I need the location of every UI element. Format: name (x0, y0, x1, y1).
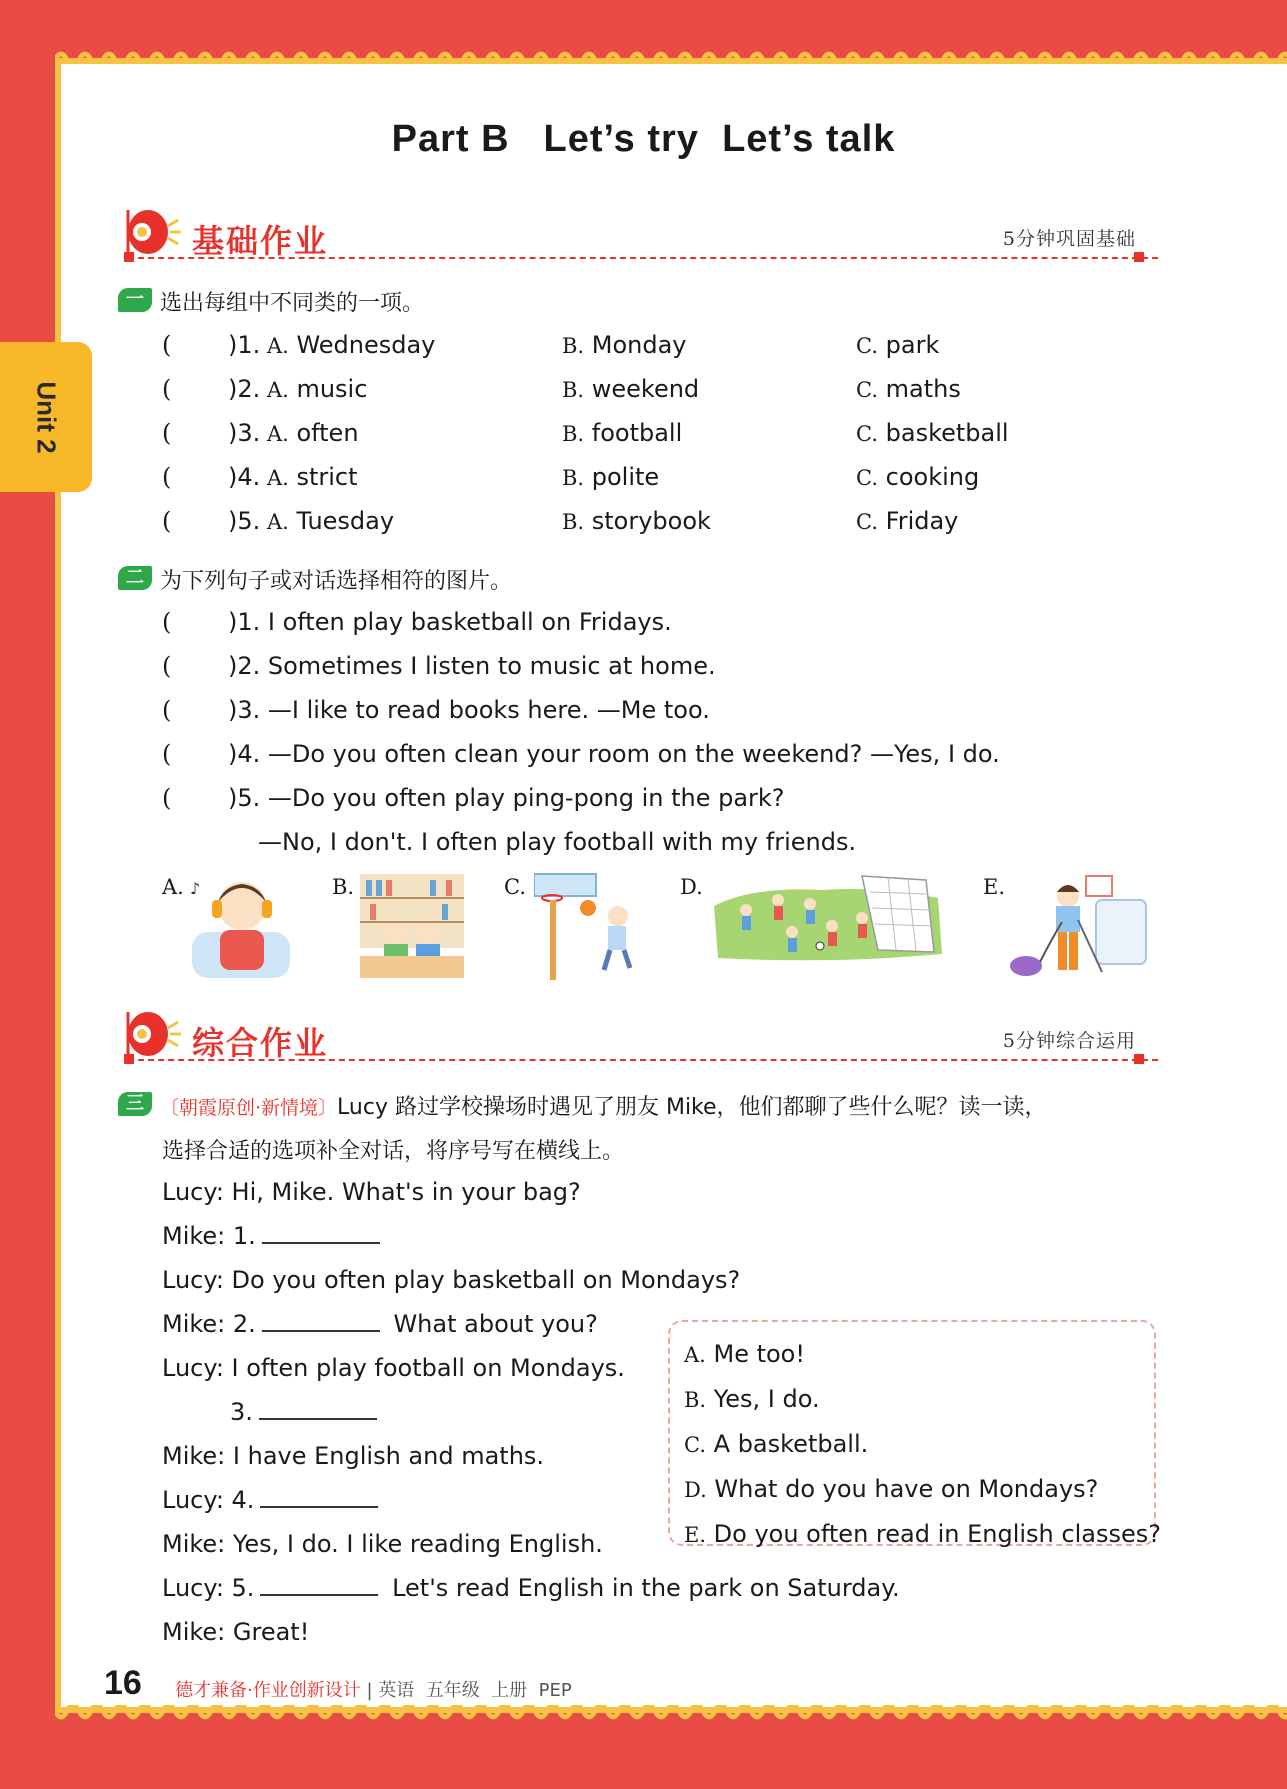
picture-label-a: A. (162, 875, 184, 899)
dialogue-line: 3. (230, 1394, 383, 1430)
answer-blank-4[interactable] (260, 1484, 378, 1508)
unit-side-tab[interactable] (0, 342, 92, 492)
q2-row: ( )2. Sometimes I listen to music at home. (162, 652, 716, 680)
option-c: park (885, 331, 940, 359)
question-1-instruction: 选出每组中不同类的一项。 (160, 291, 425, 316)
option-a: Tuesday (296, 507, 395, 535)
divider-square-left (124, 252, 134, 262)
option-a: often (296, 419, 359, 447)
choice-item: B. Yes, I do. (684, 1385, 820, 1413)
question-2-header (118, 564, 512, 595)
picture-b-library-reading (356, 872, 468, 980)
q2-row: ( )1. I often play basketball on Fridays. (162, 608, 672, 636)
dialogue-line: Mike: I have English and maths. (162, 1442, 545, 1470)
picture-label-c: C. (504, 875, 526, 899)
picture-d-football-field (712, 872, 944, 968)
option-b: Monday (591, 331, 687, 359)
divider-square-right (1134, 252, 1144, 262)
answer-blank-3[interactable] (259, 1396, 377, 1420)
choice-item: E. Do you often read in English classes? (684, 1520, 1161, 1548)
picture-label-d: D. (680, 875, 703, 899)
section-divider (128, 1059, 1158, 1061)
dialogue-line: Mike: Yes, I do. I like reading English. (162, 1530, 603, 1558)
question-1-header (118, 286, 424, 317)
question-3-instruction-line1: Lucy 路过学校操场时遇见了朋友 Mike，他们都聊了些什么呢？读一读， (337, 1095, 1047, 1120)
question-number-badge: 一 (118, 288, 152, 312)
title-part: Part B (391, 118, 510, 160)
dialogue-line: Lucy: I often play football on Mondays. (162, 1354, 625, 1382)
title-lets-talk: Let’s talk (722, 118, 896, 160)
section-time-basic: 5分钟巩固基础 (1002, 228, 1136, 250)
choice-item: A. Me too! (684, 1340, 805, 1368)
answer-blank-5[interactable] (260, 1572, 378, 1596)
option-a: strict (296, 463, 358, 491)
question-number-badge: 二 (118, 566, 152, 590)
dialogue-line: Lucy: 4. (162, 1482, 384, 1518)
section-header-basic (118, 206, 1158, 268)
choice-item: D. What do you have on Mondays? (684, 1475, 1099, 1503)
q2-row: ( )4. —Do you often clean your room on the weekend? —Yes, I do. (162, 740, 1000, 768)
dialogue-line: Lucy: 5. Let's read English in the park on Saturday. (162, 1574, 900, 1602)
picture-label-e: E. (983, 875, 1006, 899)
svg-text:♪: ♪ (190, 879, 201, 898)
section-divider (128, 257, 1158, 259)
wavy-border-bottom (55, 1705, 1287, 1725)
unit-tab-label: Unit 2 (31, 380, 62, 454)
dialogue-line: Mike: 1. (162, 1218, 386, 1254)
option-c: maths (885, 375, 961, 403)
question-3-instruction-line2: 选择合适的选项补全对话，将序号写在横线上。 (162, 1139, 625, 1164)
dialogue-line: Mike: 2. What about you? (162, 1310, 598, 1338)
q2-row-continuation: —No, I don't. I often play football with my friends. (258, 828, 857, 856)
divider-square-left (124, 1054, 134, 1064)
answer-blank-2[interactable] (262, 1308, 380, 1332)
section-title-comprehensive: 综合作业 (192, 1024, 329, 1062)
q2-row: ( )5. —Do you often play ping-pong in the park? (162, 784, 785, 812)
page-number: 16 (104, 1664, 142, 1702)
option-c: cooking (885, 463, 980, 491)
option-b: weekend (591, 375, 700, 403)
page-title (0, 118, 1287, 161)
question-tag: 〔朝霞原创·新情境〕 (160, 1097, 338, 1119)
dialogue-line: Mike: Great! (162, 1618, 310, 1646)
option-c: basketball (885, 419, 1009, 447)
option-c: Friday (885, 507, 959, 535)
section-title-basic: 基础作业 (192, 222, 329, 260)
option-a: Wednesday (296, 331, 436, 359)
dialogue-line: Lucy: Do you often play basketball on Mondays? (162, 1266, 741, 1294)
question-2-instruction: 为下列句子或对话选择相符的图片。 (160, 569, 513, 594)
section-time-comprehensive: 5分钟综合运用 (1002, 1030, 1136, 1052)
question-number-badge: 三 (118, 1092, 152, 1116)
option-a: music (296, 375, 368, 403)
picture-c-basketball (534, 872, 646, 982)
option-b: polite (591, 463, 660, 491)
q1-row: ( )5. A. Tuesday B. storybook C. Friday (162, 507, 959, 535)
picture-label-b: B. (332, 875, 355, 899)
section-header-comprehensive (118, 1008, 1158, 1070)
q1-row: ( )4. A. strict B. polite C. cooking (162, 463, 980, 491)
q1-row: ( )2. A. music B. weekend C. maths (162, 375, 961, 403)
q1-row: ( )3. A. often B. football C. basketball (162, 419, 1009, 447)
q1-row: ( )1. A. Wednesday B. Monday C. park (162, 331, 940, 359)
picture-a-boy-listening-music (186, 872, 296, 980)
answer-blank-1[interactable] (262, 1220, 380, 1244)
divider-square-right (1134, 1054, 1144, 1064)
choice-item: C. A basketball. (684, 1430, 869, 1458)
q2-row: ( )3. —I like to read books here. —Me too. (162, 696, 710, 724)
question-3-header (118, 1090, 1047, 1121)
dialogue-line: Lucy: Hi, Mike. What's in your bag? (162, 1178, 581, 1206)
option-b: football (591, 419, 683, 447)
picture-e-cleaning-room (1006, 872, 1148, 982)
option-b: storybook (591, 507, 711, 535)
answer-choices-box (668, 1320, 1161, 1548)
footer-series: 德才兼备·作业创新设计 | 英语 五年级 上册 PEP (175, 1680, 572, 1701)
title-lets-try: Let’s try (543, 118, 699, 160)
